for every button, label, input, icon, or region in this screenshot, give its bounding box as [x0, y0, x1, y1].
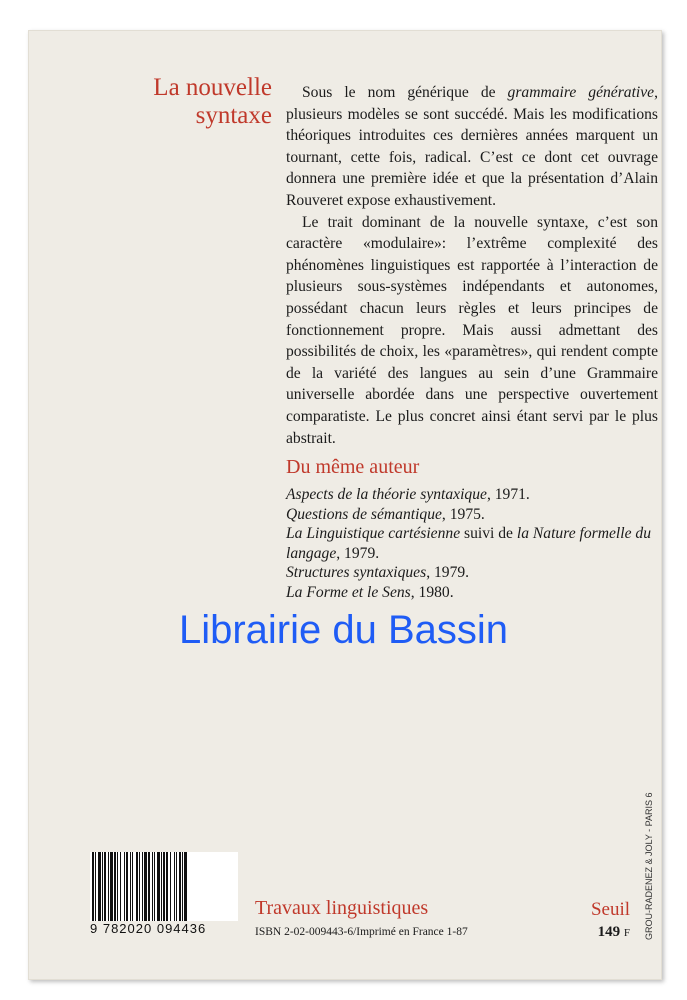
barcode-bar — [110, 852, 113, 924]
barcode-bar — [95, 852, 96, 924]
barcode-bar — [126, 852, 128, 924]
barcode-bar — [117, 852, 118, 924]
barcode-bar — [120, 852, 121, 924]
blurb-paragraph-1 — [286, 82, 658, 212]
barcode-bar — [148, 852, 150, 924]
barcode-bar — [157, 852, 160, 924]
publisher-name: Seuil — [590, 899, 630, 920]
same-author-heading: Du même auteur — [286, 456, 420, 478]
works-list — [286, 485, 666, 602]
price-value: 149 — [597, 924, 621, 940]
barcode-bar — [144, 852, 147, 924]
blurb-italic-term: grammaire générative — [507, 84, 655, 101]
barcode-bar — [104, 852, 106, 924]
price — [580, 924, 630, 941]
barcode-bar — [98, 852, 101, 924]
title-line-1: La nouvelle — [153, 74, 272, 101]
barcode-bar — [130, 852, 131, 924]
barcode-bar — [179, 852, 181, 924]
book-title — [120, 74, 272, 130]
barcode — [90, 852, 238, 924]
barcode-bar — [124, 852, 125, 924]
barcode-bar — [108, 852, 109, 924]
printer-credit: GROU-RADENEZ & JOLY - PARIS 6 — [644, 792, 654, 940]
barcode-digits: 9 782020 094436 — [90, 921, 238, 936]
work-item: La Linguistique cartésienne suivi de la Nature formelle du langage, 1979. — [286, 525, 651, 562]
barcode-bar — [184, 852, 187, 924]
barcode-bar — [161, 852, 162, 924]
barcode-bar — [114, 852, 116, 924]
barcode-bar — [102, 852, 103, 924]
isbn-line: ISBN 2-02-009443-6/Imprimé en France 1-87 — [255, 926, 468, 938]
barcode-bar — [154, 852, 155, 924]
work-item: La Forme et le Sens, 1980. — [286, 583, 454, 601]
blurb — [286, 82, 658, 449]
book-back-cover — [28, 30, 662, 980]
barcode-bar — [92, 852, 94, 924]
barcode-bar — [170, 852, 171, 924]
series-name: Travaux linguistiques — [255, 897, 429, 919]
work-item: Aspects de la théorie syntaxique, 1971. — [286, 486, 530, 503]
blurb-text: Sous le nom générique de — [302, 84, 508, 101]
title-line-2: syntaxe — [195, 102, 272, 129]
barcode-bar — [166, 852, 168, 924]
blurb-text: , plusieurs modèles se sont succédé. Mais les modifications théoriques introduites ces dernières années marquent un tournant, cette fois, radical. C’est ce dont cet ouvrage donnera une première idée et que la présentation d’Alain Rouveret expose exhaustivement. — [286, 84, 658, 209]
barcode-bar — [163, 852, 165, 924]
barcode-bar — [139, 852, 140, 924]
work-item: Questions de sémantique, 1975. — [286, 505, 485, 523]
barcode-bar — [142, 852, 143, 924]
barcode-bar — [176, 852, 177, 924]
work-item: Structures syntaxiques, 1979. — [286, 564, 470, 581]
barcode-bar — [152, 852, 153, 924]
price-unit: F — [623, 927, 630, 939]
barcode-bar — [132, 852, 133, 924]
barcode-bar — [174, 852, 175, 924]
barcode-bar — [182, 852, 183, 924]
blurb-paragraph-2: Le trait dominant de la nouvelle syntaxe, c’est son caractère «modulaire»: l’extrême complexité des phénomènes linguistiques est rapportée à l’interaction de plusieurs sous-systèmes indépendants et autonomes, possédant chacun leurs règles et leurs principes de fonctionnement propre. Mais aussi admettant des possibilités de choix, les «paramètres», qui rendent compte de la variété des langues au sein d’une Grammaire universelle abordée dans une perspective ouvertement comparatiste. Le plus concret ainsi étant servi par le plus abstrait. — [286, 213, 658, 447]
barcode-bar — [136, 852, 138, 924]
watermark-text: Librairie du Bassin — [178, 608, 509, 652]
